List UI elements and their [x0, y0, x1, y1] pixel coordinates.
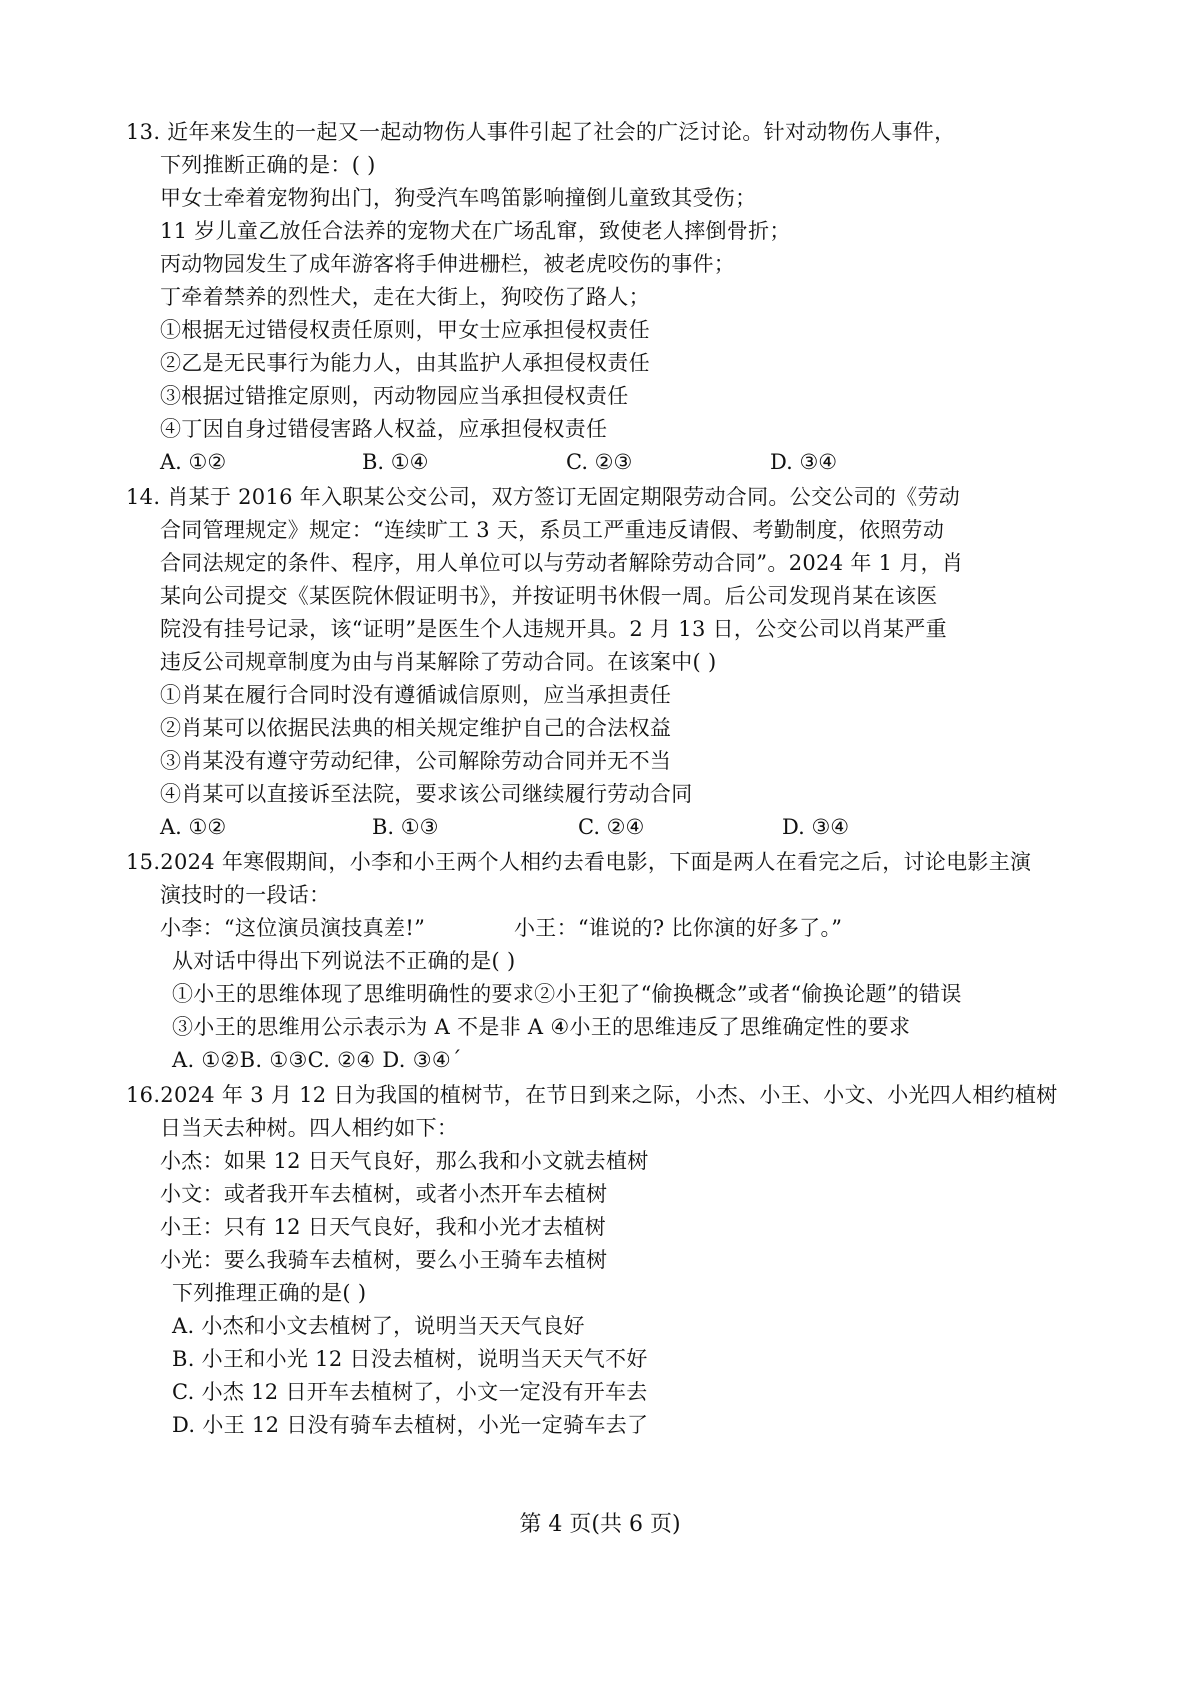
q13-statement-4: ④丁因自身过错侵害路人权益，应承担侵权责任 — [160, 417, 608, 441]
q13-statement-3: ③根据过错推定原则，丙动物园应当承担侵权责任 — [160, 384, 629, 408]
q13-option-a: A. ①② — [160, 450, 227, 474]
q13-option-c: C. ②③ — [566, 450, 633, 474]
q16-question: 下列推理正确的是( ) — [172, 1281, 367, 1305]
q14-option-c: C. ②④ — [578, 815, 645, 839]
q15-statements-3-4: ③小王的思维用公示表示为 A 不是非 A ④小王的思维违反了思维确定性的要求 — [172, 1015, 911, 1039]
q14-statement-4: ④肖某可以直接诉至法院，要求该公司继续履行劳动合同 — [160, 782, 693, 806]
q13-body-line-2: 11 岁儿童乙放任合法养的宠物犬在广场乱窜，致使老人摔倒骨折； — [160, 219, 791, 243]
q13-stem-line-2: 下列推断正确的是：( ) — [160, 153, 376, 177]
q14-stem-line-3: 合同法规定的条件、程序，用人单位可以与劳动者解除劳动合同”。2024 年 1 月，肖 — [160, 551, 964, 575]
q16-stem-line-1: 16.2024 年 3 月 12 日为我国的植树节，在节日到来之际，小杰、小王、小文、小光四人相约植树 — [126, 1083, 1058, 1107]
q13-statement-1: ①根据无过错侵权责任原则，甲女士应承担侵权责任 — [160, 318, 650, 342]
q13-body-line-1: 甲女士牵着宠物狗出门，狗受汽车鸣笛影响撞倒儿童致其受伤； — [160, 186, 757, 210]
q15-stem-line-2: 演技时的一段话： — [160, 883, 331, 907]
q13-option-d: D. ③④ — [770, 450, 838, 474]
q13-option-b: B. ①④ — [362, 450, 429, 474]
q16-premise-xiaojie: 小杰：如果 12 日天气良好，那么我和小文就去植树 — [160, 1149, 649, 1173]
q16-premise-xiaoguang: 小光：要么我骑车去植树，要么小王骑车去植树 — [160, 1248, 608, 1272]
q16-option-b: B. 小王和小光 12 日没去植树，说明当天天气不好 — [172, 1347, 648, 1371]
q14-stem-line-2: 合同管理规定》规定：“连续旷工 3 天，系员工严重违反请假、考勤制度，依照劳动 — [160, 518, 945, 542]
q13-body-line-4: 丁牵着禁养的烈性犬，走在大街上，狗咬伤了路人； — [160, 285, 650, 309]
q14-statement-2: ②肖某可以依据民法典的相关规定维护自己的合法权益 — [160, 716, 672, 740]
q14-stem-line-6: 违反公司规章制度为由与肖某解除了劳动合同。在该案中( ) — [160, 650, 717, 674]
q14-option-d: D. ③④ — [782, 815, 850, 839]
q15-dialog-wang: 小王：“谁说的? 比你演的好多了。” — [514, 916, 843, 940]
q14-option-a: A. ①② — [160, 815, 227, 839]
page-number: 第 4 页(共 6 页) — [519, 1512, 681, 1537]
q14-stem-line-5: 院没有挂号记录，该“证明”是医生个人违规开具。2 月 13 日，公交公司以肖某严重 — [160, 617, 947, 641]
q15-statements-1-2: ①小王的思维体现了思维明确性的要求②小王犯了“偷换概念”或者“偷换论题”的错误 — [172, 982, 962, 1006]
q16-stem-line-2: 日当天去种树。四人相约如下： — [160, 1116, 459, 1140]
q15-options: A. ①②B. ①③C. ②④ D. ③④´ — [172, 1048, 462, 1072]
q13-body-line-3: 丙动物园发生了成年游客将手伸进栅栏，被老虎咬伤的事件； — [160, 252, 736, 276]
q16-premise-xiaowen: 小文：或者我开车去植树，或者小杰开车去植树 — [160, 1182, 608, 1206]
q16-option-c: C. 小杰 12 日开车去植树了，小文一定没有开车去 — [172, 1380, 648, 1404]
q16-option-d: D. 小王 12 日没有骑车去植树，小光一定骑车去了 — [172, 1413, 649, 1437]
q15-question: 从对话中得出下列说法不正确的是( ) — [172, 949, 516, 973]
q15-dialog-li: 小李：“这位演员演技真差!” — [160, 916, 426, 940]
q14-stem-line-4: 某向公司提交《某医院休假证明书》，并按证明书休假一周。后公司发现肖某在该医 — [160, 584, 938, 608]
q14-statement-3: ③肖某没有遵守劳动纪律，公司解除劳动合同并无不当 — [160, 749, 672, 773]
q14-option-b: B. ①③ — [372, 815, 439, 839]
q16-option-a: A. 小杰和小文去植树了，说明当天天气良好 — [172, 1314, 585, 1338]
q14-statement-1: ①肖某在履行合同时没有遵循诚信原则，应当承担责任 — [160, 683, 672, 707]
q15-stem-line-1: 15.2024 年寒假期间，小李和小王两个人相约去看电影，下面是两人在看完之后，讨论电影主演 — [126, 850, 1032, 874]
q13-statement-2: ②乙是无民事行为能力人，由其监护人承担侵权责任 — [160, 351, 650, 375]
q13-stem-line-1: 13. 近年来发生的一起又一起动物伤人事件引起了社会的广泛讨论。针对动物伤人事件， — [126, 120, 956, 144]
q16-premise-xiaowang: 小王：只有 12 日天气良好，我和小光才去植树 — [160, 1215, 606, 1239]
q14-stem-line-1: 14. 肖某于 2016 年入职某公交公司，双方签订无固定期限劳动合同。公交公司的《劳动 — [126, 485, 961, 509]
